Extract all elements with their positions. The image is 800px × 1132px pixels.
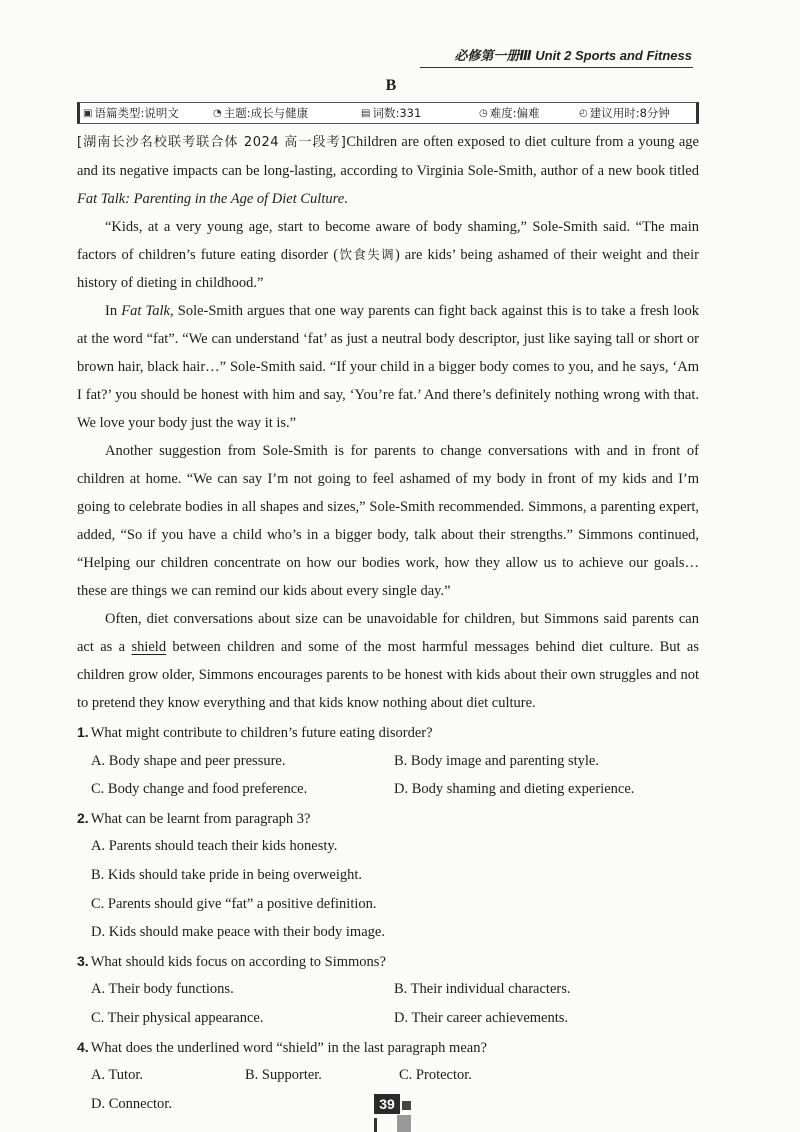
paragraph-1-text: Children are often exposed to diet culture from a young age and its negative impacts can be long-lasting, according to Virginia Sole-Smith, author of a new book titled: [77, 134, 699, 179]
info-theme: [213, 105, 361, 121]
paragraph-3: [77, 297, 699, 437]
option-d[interactable]: D. Connector.: [91, 1095, 172, 1112]
info-wordcount-label: 词数:331: [372, 106, 422, 120]
option-c[interactable]: C. Body change and food preference.: [91, 781, 308, 798]
page-marker-bar: [374, 1118, 377, 1132]
running-header: 必修第一册Ⅲ Unit 2 Sports and Fitness: [454, 48, 692, 63]
question-2: [77, 804, 699, 947]
option-a[interactable]: A. Body shape and peer pressure.: [91, 752, 286, 769]
underlined-word: shield: [131, 639, 167, 655]
wordcount-icon: ▤: [361, 107, 371, 119]
reading-passage: [77, 128, 699, 717]
paragraph-1-end: .: [344, 191, 348, 207]
paragraph-5-text: Often, diet conversations about size can be unavoidable for children, but Simmons said parents can act as a: [77, 611, 699, 655]
question-stem: [77, 718, 699, 747]
option-a[interactable]: A. Tutor.: [91, 1067, 143, 1084]
chinese-gloss: 饮食失调: [338, 247, 395, 262]
option-b[interactable]: B. Supporter.: [245, 1067, 322, 1084]
question-stem: [77, 947, 699, 976]
option-d[interactable]: D. Body shaming and dieting experience.: [394, 781, 635, 798]
question-stem: [77, 1033, 699, 1062]
info-time: [579, 105, 670, 121]
question-number: 3.: [77, 952, 89, 969]
option-b[interactable]: B. Their individual characters.: [394, 981, 571, 998]
question-number: 1.: [77, 724, 89, 740]
question-text: What should kids focus on according to Simmons?: [90, 953, 386, 970]
header-rule: [420, 67, 693, 68]
option-list: [77, 747, 699, 804]
paragraph-2: [77, 213, 699, 297]
info-theme-label: 主题:成长与健康: [223, 106, 309, 120]
info-genre: [83, 105, 213, 121]
option-d[interactable]: D. Their career achievements.: [394, 1009, 569, 1026]
passage-info-bar: [77, 102, 699, 124]
question-list: [77, 718, 699, 1118]
clock-icon: ◴: [579, 107, 588, 119]
question-text: What does the underlined word “shield” in the last paragraph mean?: [90, 1039, 487, 1056]
option-d[interactable]: D. Kids should make peace with their body image.: [91, 924, 385, 941]
info-genre-label: 语篇类型:说明文: [94, 106, 179, 120]
option-b[interactable]: B. Body image and parenting style.: [394, 752, 599, 769]
paragraph-2-end: ) are kids’ being ashamed of their weight and their history of dieting in childhood.”: [77, 247, 699, 291]
question-text: What can be learnt from paragraph 3?: [90, 810, 311, 827]
paragraph-5-end: between children and some of the most harmful messages behind diet culture. But as children grow older, Simmons encourages parents to be honest with kids about their own struggles and not to pretend they know everything and that kids know nothing about diet culture.: [77, 639, 700, 711]
page-marker: [402, 1101, 411, 1110]
theme-icon: ◔: [213, 107, 222, 119]
book-title: Fat Talk: Parenting in the Age of Diet Culture: [77, 191, 345, 207]
info-time-label: 建议用时:8分钟: [589, 106, 670, 120]
question-number: 4.: [77, 1038, 89, 1055]
paragraph-3-text: , Sole-Smith argues that one way parents can fight back against this is to take a fresh look at the word “fat”. “We can understand ‘fat’ as just a neutral body descriptor, just like saying tall or short or brown hair, black hair…” Sole-Smith said. “If your child in a bigger body comes to you, and he says, ‘Am I fat?’ you should be honest with him and say, ‘You’re fat.’ And there’s definitely nothing wrong with that. We love your body just the way it is.”: [77, 303, 699, 431]
paragraph-3-start: In: [105, 303, 122, 319]
option-a[interactable]: A. Their body functions.: [91, 981, 234, 998]
difficulty-icon: ◷: [479, 107, 488, 119]
option-b[interactable]: B. Kids should take pride in being overweight.: [91, 866, 363, 883]
info-difficulty: [479, 105, 579, 121]
question-text: What might contribute to children’s future eating disorder?: [90, 725, 433, 741]
question-1: [77, 718, 699, 804]
info-difficulty-label: 难度:偏难: [489, 106, 540, 120]
option-c[interactable]: C. Parents should give “fat” a positive definition.: [91, 895, 377, 912]
paragraph-1: [77, 128, 699, 213]
question-stem: [77, 804, 699, 833]
option-c[interactable]: C. Their physical appearance.: [91, 1009, 264, 1026]
section-letter: B: [385, 77, 397, 94]
option-c[interactable]: C. Protector.: [399, 1067, 472, 1084]
option-list: [77, 832, 699, 946]
option-a[interactable]: A. Parents should teach their kids honesty.: [91, 838, 338, 855]
page-marker-tab: [397, 1115, 411, 1132]
option-list: [77, 975, 699, 1032]
question-3: [77, 947, 699, 1033]
source-citation: [湖南长沙名校联考联合体 2024 高一段考]: [77, 135, 347, 150]
paragraph-5: [77, 605, 699, 717]
document-icon: ▣: [83, 107, 93, 119]
question-number: 2.: [77, 809, 89, 826]
info-wordcount: [361, 105, 479, 121]
book-title-short: Fat Talk: [121, 303, 170, 319]
paragraph-2-text: “Kids, at a very young age, start to become aware of body shaming,” Sole-Smith said. “The main factors of children’s future eating disorder (: [77, 219, 699, 263]
page-number: 39: [374, 1094, 400, 1114]
paragraph-4: Another suggestion from Sole-Smith is for parents to change conversations with and in front of children at home. “We can say I’m not going to feel ashamed of my body in front of my kids and I’m going to celebrate bodies in all shapes and sizes,” Sole-Smith recommended. Simmons, a parenting expert, added, “So if you have a child who’s in a bigger body, talk about their strengths.” Simmons continued, “Helping our children concentrate on how our bodies work, how they allow us to achieve our goals… these are things we can remind our kids about every single day.”: [77, 443, 699, 599]
